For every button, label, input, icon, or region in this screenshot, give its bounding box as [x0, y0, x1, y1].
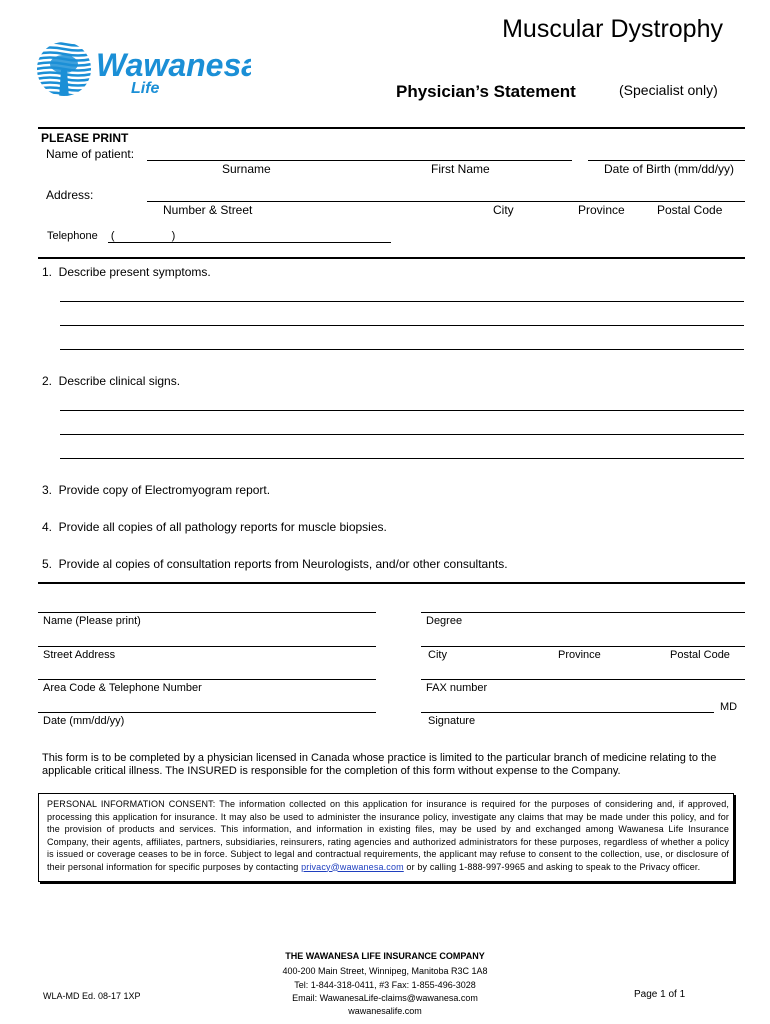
physician-city-line: [421, 646, 745, 647]
wawanesa-life-logo: [36, 40, 251, 98]
address-label: Address:: [46, 188, 94, 202]
city-caption: City: [493, 203, 514, 217]
physician-city-caption: City: [428, 649, 447, 661]
question-3: 3. Provide copy of Electromyogram report.: [42, 483, 271, 497]
svg-text:Wawanesa: Wawanesa: [96, 47, 251, 83]
privacy-consent-box: [38, 793, 734, 882]
page-number: Page 1 of 1: [634, 989, 686, 1000]
divider: [38, 257, 745, 259]
question-5: 5. Provide al copies of consultation reports from Neurologists, and/or other consultants.: [42, 557, 508, 571]
first-name-caption: First Name: [431, 162, 490, 176]
physician-name-line: [38, 612, 376, 613]
globe-icon: [36, 40, 92, 98]
physician-province-caption: Province: [558, 649, 601, 661]
document-title: Muscular Dystrophy: [502, 15, 723, 43]
divider: [38, 127, 745, 129]
answer-line: [60, 410, 744, 411]
subtitle-note: (Specialist only): [619, 82, 718, 98]
telephone-line: [108, 242, 391, 243]
degree-caption: Degree: [426, 615, 463, 627]
province-caption: Province: [578, 203, 625, 217]
address-line: [147, 201, 745, 202]
dob-caption: Date of Birth (mm/dd/yy): [604, 162, 735, 176]
answer-line: [60, 434, 744, 435]
symptoms-field[interactable]: [60, 284, 748, 353]
clinical-signs-field[interactable]: [60, 393, 748, 462]
footer-address: 400-200 Main Street, Winnipeg, Manitoba R3C 1A8: [282, 966, 488, 976]
patient-name-label: Name of patient:: [46, 147, 135, 161]
footer-email: Email: WawanesaLife-claims@wawanesa.com: [292, 993, 478, 1003]
physician-date-caption: Date (mm/dd/yy): [43, 715, 125, 727]
footer-website: wawanesalife.com: [348, 1006, 422, 1016]
dob-line: [588, 160, 745, 161]
postal-caption: Postal Code: [657, 203, 723, 217]
patient-name-line: [147, 160, 572, 161]
please-print-label: PLEASE PRINT: [41, 131, 129, 145]
physician-date-line: [38, 712, 376, 713]
answer-line: [60, 325, 744, 326]
physician-street-caption: Street Address: [43, 649, 116, 661]
question-1: 1. Describe present symptoms.: [42, 265, 211, 279]
divider: [38, 582, 745, 584]
physician-postal-caption: Postal Code: [670, 649, 730, 661]
street-caption: Number & Street: [163, 203, 253, 217]
signature-line: [421, 712, 714, 713]
answer-line: [60, 458, 744, 459]
document-subtitle: Physician’s Statement: [396, 82, 576, 101]
telephone-label: Telephone ( ): [47, 230, 176, 242]
physician-notice: This form is to be completed by a physician licensed in Canada whose practice is limited to the particular branch of medicine relating to the applicable critical illness. The INSURED is responsible for the completion of this form without expense to the Company.: [42, 752, 717, 777]
physician-phone-caption: Area Code & Telephone Number: [43, 682, 202, 694]
privacy-email-link[interactable]: privacy@wawanesa.com: [301, 861, 404, 872]
footer-phones: Tel: 1-844-318-0411, #3 Fax: 1-855-496-3028: [294, 980, 476, 990]
privacy-consent-text: PERSONAL INFORMATION CONSENT: The information collected on this application for insurance is required for the purposes of considering and, if approved, processing this application for insurance. It may also be used to administer the insurance policy, investigate any claims that may be made under this policy, and for the provision of products and services. This information, and information in existing files, may be used by and exchanged among Wawanesa Life Insurance Company, their agents, affiliates, partners, subsidiaries, reinsurers, rating agencies and authorized administrators for these purposes, regardless of whether a policy is issued or coverage ceases to be in force. Subject to legal and contractual requirements, the applicant may refuse to consent to the collection, use, or disclosure of their personal information for specific purposes by contacting privacy@wawanesa.com or by calling 1-888-997-9965 and asking to speak to the Privacy officer.: [47, 799, 729, 872]
answer-line: [60, 349, 744, 350]
physician-name-caption: Name (Please print): [43, 615, 141, 627]
answer-line: [60, 301, 744, 302]
physician-phone-line: [38, 679, 376, 680]
svg-text:Life: Life: [131, 80, 160, 97]
patient-name-field[interactable]: [147, 144, 576, 161]
physician-fax-line: [421, 679, 745, 680]
footer-company: THE WAWANESA LIFE INSURANCE COMPANY: [285, 951, 485, 961]
physician-fax-caption: FAX number: [426, 682, 488, 694]
form-code: WLA-MD Ed. 08-17 1XP: [43, 991, 141, 1001]
physician-street-line: [38, 646, 376, 647]
address-field[interactable]: [147, 185, 749, 202]
md-label: MD: [720, 701, 738, 713]
degree-line: [421, 612, 745, 613]
signature-caption: Signature: [428, 715, 476, 727]
question-4: 4. Provide all copies of all pathology reports for muscle biopsies.: [42, 520, 387, 534]
surname-caption: Surname: [222, 162, 271, 176]
question-2: 2. Describe clinical signs.: [42, 374, 181, 388]
dob-field[interactable]: [588, 144, 749, 161]
